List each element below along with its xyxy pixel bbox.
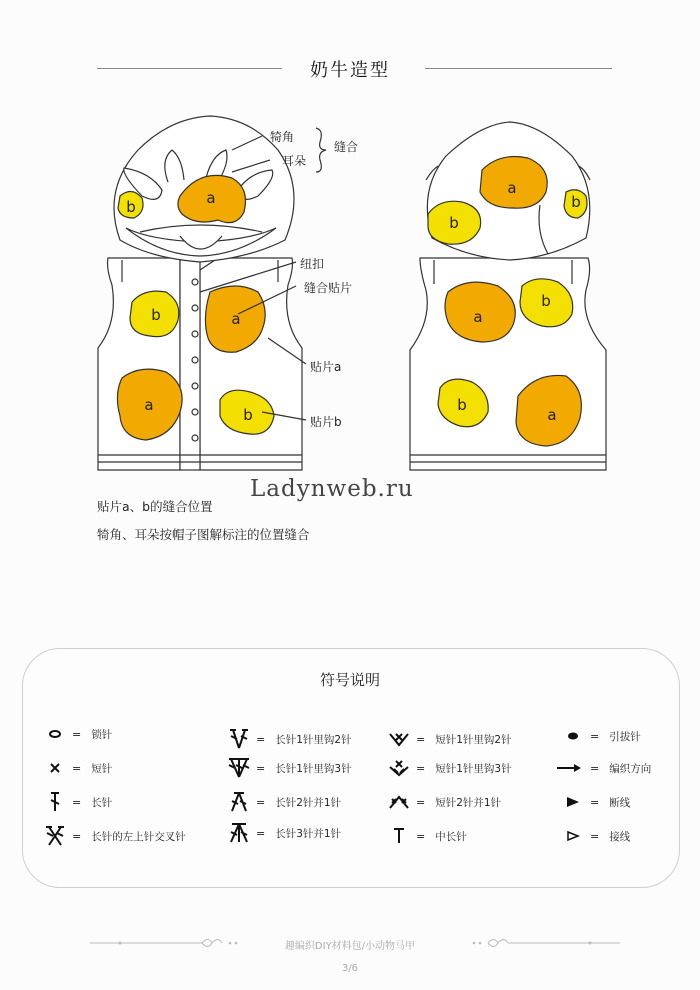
patch-letter: a <box>473 308 483 326</box>
legend-item: = 锁针 <box>44 723 112 745</box>
direction-arrow-icon <box>554 763 584 773</box>
legend-item: = 长针3针并1针 <box>228 822 341 844</box>
patch-letter: b <box>126 198 136 216</box>
legend-item: = 短针 <box>44 757 112 779</box>
legend-item: = 中长针 <box>388 825 467 847</box>
note-patch-position: 贴片a、b的缝合位置 <box>97 499 213 514</box>
dc-3-in-1-icon <box>228 757 250 779</box>
sc-3-in-1-icon <box>388 759 410 777</box>
dc-3-tog-icon <box>228 822 250 844</box>
join-yarn-icon <box>562 830 584 842</box>
footer-text: 趣编织DIY材料包/小动物马甲 <box>284 941 416 952</box>
single-crochet-icon <box>44 762 66 774</box>
label-button: 纽扣 <box>300 257 325 271</box>
dc-cross-icon <box>44 825 66 847</box>
patch-letter: b <box>243 406 253 424</box>
cut-yarn-icon <box>562 796 584 808</box>
patch-letter: a <box>206 189 216 207</box>
patch-letter: b <box>449 214 459 232</box>
sc-2-tog-icon <box>388 794 410 810</box>
legend-item: = 引拔针 <box>562 725 641 747</box>
footer-ornament-right <box>470 936 620 950</box>
half-dc-icon <box>388 827 410 845</box>
sc-2-in-1-icon <box>388 731 410 747</box>
dc-2-tog-icon <box>228 791 250 813</box>
back-vest-outline <box>410 258 606 470</box>
dc-2-in-1-icon <box>228 728 250 750</box>
page-number: 3/6 <box>341 963 359 974</box>
page-title: 奶牛造型 <box>310 60 390 81</box>
patch-letter: a <box>507 179 517 197</box>
legend-item: = 短针1针里钩3针 <box>388 757 512 779</box>
watermark: Ladynweb.ru <box>250 476 414 502</box>
patch-letter: b <box>457 396 467 414</box>
patch-letter: a <box>144 396 154 414</box>
label-patch-a: 贴片a <box>310 360 342 374</box>
label-sew: 缝合 <box>334 140 359 154</box>
legend-item: = 断线 <box>562 791 630 813</box>
chain-stitch-icon <box>44 729 66 739</box>
legend-item: = 长针1针里钩3针 <box>228 757 352 779</box>
legend-item: = 长针 <box>44 791 112 813</box>
patch-letter: a <box>231 310 241 328</box>
legend-item: = 接线 <box>562 825 630 847</box>
legend-item: = 长针2针并1针 <box>228 791 341 813</box>
legend-title: 符号说明 <box>319 671 380 689</box>
label-ear: 耳朵 <box>282 154 307 168</box>
label-patch-b: 贴片b <box>310 415 342 429</box>
legend-item: = 长针的左上针交叉针 <box>44 825 186 847</box>
legend-item: = 短针2针并1针 <box>388 791 501 813</box>
legend-item: = 长针1针里钩2针 <box>228 728 352 750</box>
label-sew-patch: 缝合贴片 <box>304 281 353 295</box>
patch-letter: b <box>541 292 551 310</box>
label-horn: 犄角 <box>270 130 295 144</box>
legend-item: = 短针1针里钩2针 <box>388 728 512 750</box>
legend-item: = 编织方向 <box>554 757 651 779</box>
patch-letter: b <box>151 306 161 324</box>
patch-letter: b <box>571 193 581 211</box>
slip-stitch-icon <box>562 731 584 741</box>
patch-letter: a <box>547 406 557 424</box>
note-horn-ear: 犄角、耳朵按帽子图解标注的位置缝合 <box>97 527 310 542</box>
double-crochet-icon <box>44 791 66 813</box>
